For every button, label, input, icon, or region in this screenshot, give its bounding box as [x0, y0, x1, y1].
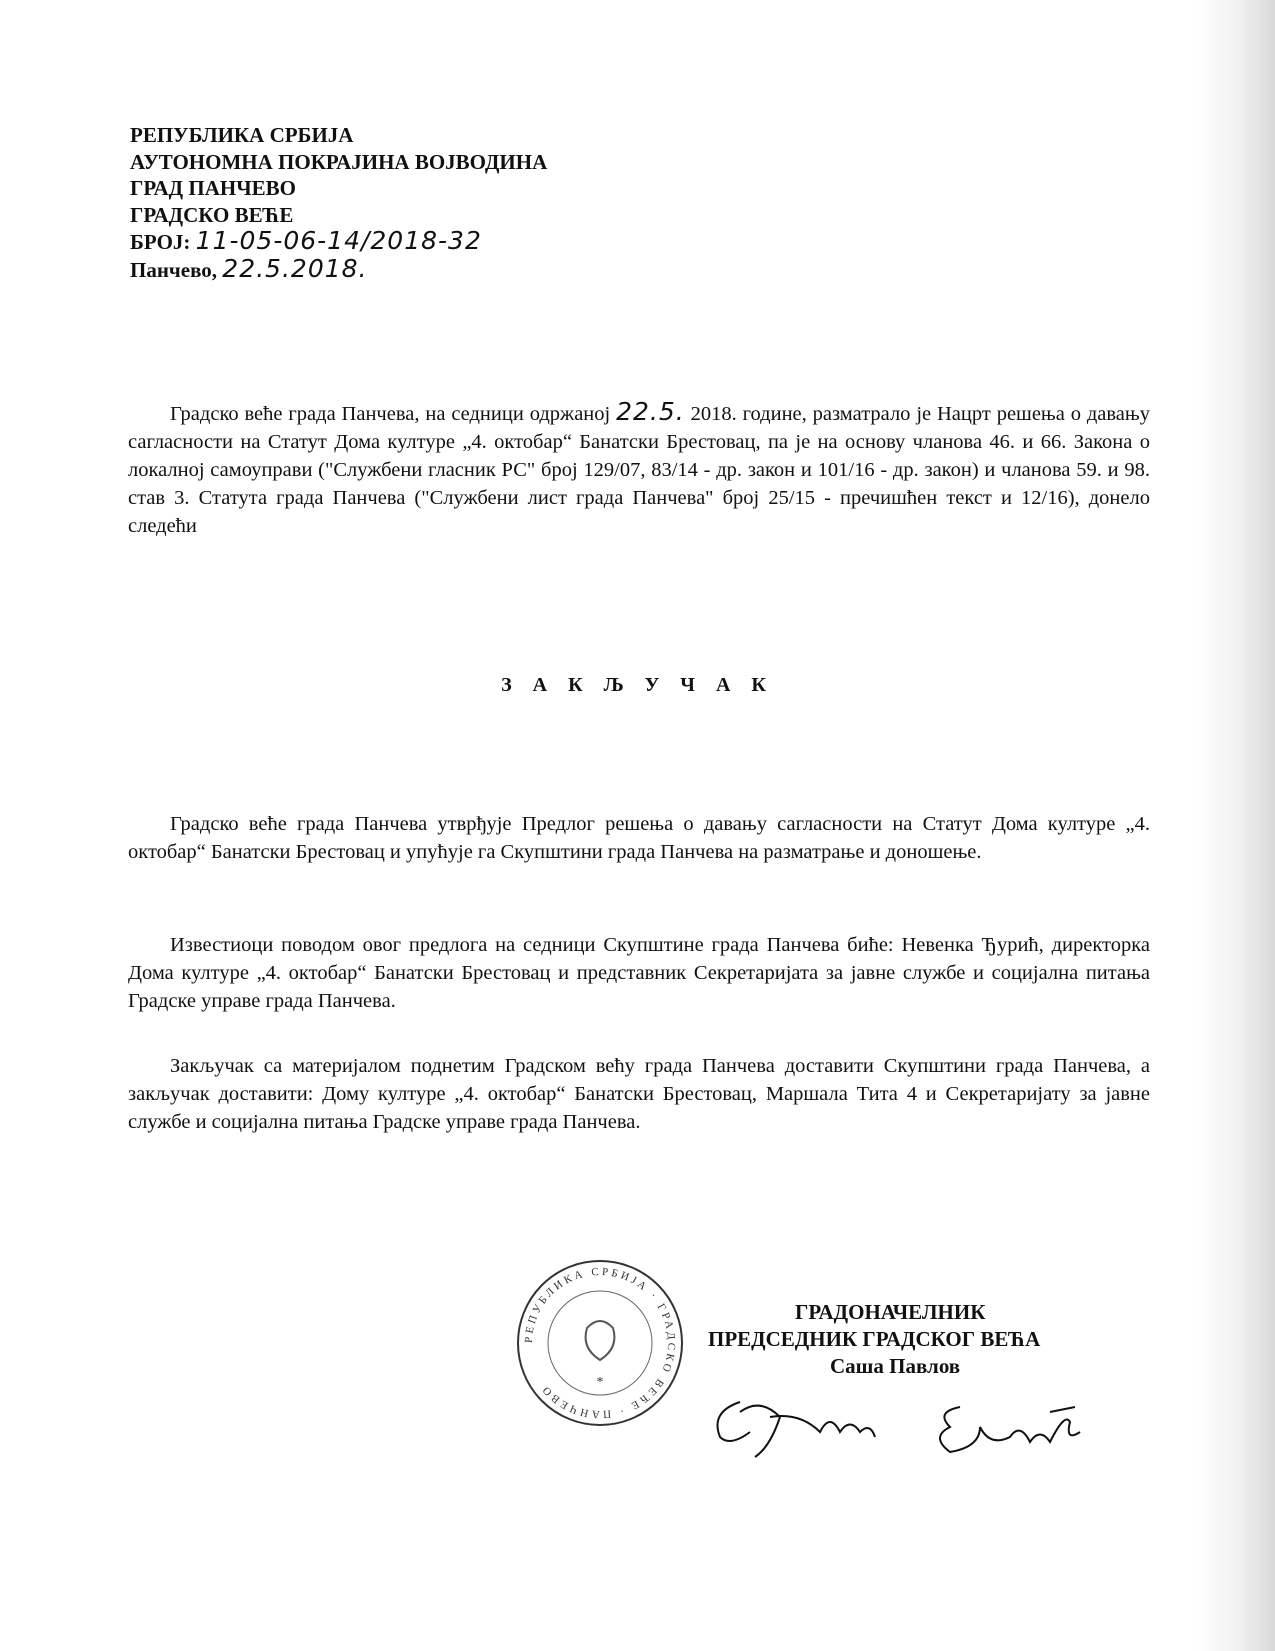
document-title: З А К Љ У Ч А К: [501, 674, 774, 696]
header-line: РЕПУБЛИКА СРБИЈА: [130, 123, 354, 147]
number-value: 11-05-06-14/2018-32: [195, 226, 482, 255]
official-seal-stamp: [515, 1258, 685, 1428]
svg-text:РЕПУБЛИКА СРБИЈА · ГРАДСКО ВЕЋ: РЕПУБЛИКА СРБИЈА · ГРАДСКО ВЕЋЕ · ПАНЧЕВО: [522, 1265, 678, 1421]
handwritten-session-date: 22.5.: [616, 397, 685, 426]
body-paragraph: [128, 1052, 1150, 1136]
intro-text-1: Градско веће града Панчева, на седници одржаној: [170, 403, 617, 425]
header-line: ГРАДСКО ВЕЋЕ: [130, 202, 294, 227]
body-paragraph: [128, 810, 1150, 866]
signatory-title-mayor: ГРАДОНАЧЕЛНИК: [795, 1300, 986, 1324]
paragraph-text: Известиоци поводом овог предлога на седници Скупштине града Панчева биће: Невенка Ђурић, директорка Дома културе „4. октобар“ Банатски Брестовац и представник Секретаријата за јавне службе и социјална питања Градске управе града Панчева.: [128, 934, 1150, 1012]
body-paragraph: [128, 931, 1150, 1015]
number-label: БРОЈ:: [130, 230, 191, 254]
paragraph-text: Закључак са материјалом поднетим Градском већу града Панчева доставити Скупштини града Панчева, а закључак доставити: Дому културе „4. октобар“ Банатски Брестовац, Маршала Тита 4 и Секретаријату за јавне службе и социјална питања Градске управе града Панчева.: [128, 1055, 1150, 1133]
date-value: 22.5.2018.: [222, 253, 368, 283]
header-line: ГРАД ПАНЧЕВО: [130, 176, 296, 200]
handwritten-signature: [700, 1392, 1120, 1462]
place-date: [130, 253, 547, 284]
document-header: [130, 122, 547, 283]
place-label: Панчево,: [130, 257, 218, 282]
header-line: АУТОНОМНА ПОКРАЈИНА ВОЈВОДИНА: [130, 149, 548, 174]
paragraph-text: Градско веће града Панчева утврђује Предлог решења о давању сагласности на Статут Дома културе „4. октобар“ Банатски Брестовац и упућује га Скупштини града Панчева на разматрање и доношење.: [128, 813, 1150, 863]
signatory-name: Саша Павлов: [830, 1354, 961, 1378]
intro-paragraph: [128, 398, 1150, 540]
scan-edge-shadow: [1195, 0, 1275, 1651]
intro-text-2: 2018. године, разматрало је Нацрт решења о давању сагласности на Статут Дома културе „4. октобар“ Банатски Брестовац, па је на основу чланова 46. и 66. Закона о локалној самоуправи ("Службени гласник РС" број 129/07, 83/14 - др. закон и 101/16 - др. закон) и чланова 59. и 98. став 3. Статута града Панчева ("Службени лист града Панчева" број 25/15 - пречишћен текст и 12/16), донело следећи: [128, 403, 1150, 537]
svg-text:*: *: [596, 1375, 604, 1390]
signatory-title-council-president: ПРЕДСЕДНИК ГРАДСКОГ ВЕЋА: [708, 1327, 1041, 1351]
reference-number: [130, 228, 547, 256]
